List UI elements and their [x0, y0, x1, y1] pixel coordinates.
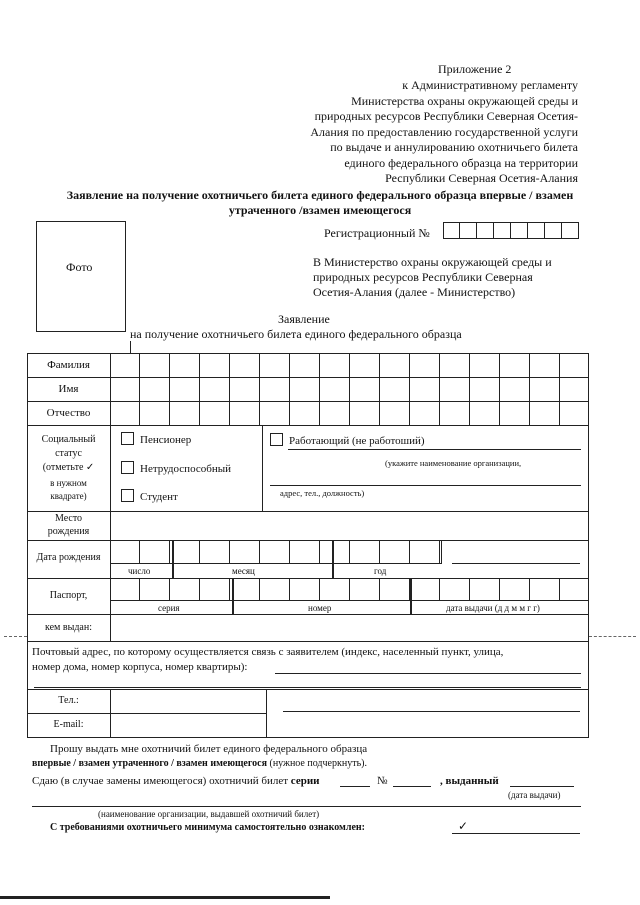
ministry-line: природных ресурсов Республики Северная: [313, 270, 533, 284]
issue-date-hint: (дата выдачи): [508, 790, 561, 800]
birthplace-input[interactable]: [111, 512, 588, 539]
surname-cells[interactable]: [110, 353, 589, 425]
year-label: год: [374, 566, 387, 576]
issued-by-label: кем выдан:: [45, 622, 92, 633]
org-issuer-hint: (наименование организации, выдавшей охотничий билет): [98, 809, 320, 819]
statement-title: Заявление: [278, 312, 330, 326]
pensioner-label: Пенсионер: [140, 434, 192, 446]
request-line1: Прошу выдать мне охотничий билет единого федерального образца: [50, 743, 368, 755]
appendix-line: Республики Северная Осетия-Алания: [385, 171, 578, 185]
appendix-line: природных ресурсов Республики Северная Осетия-: [314, 109, 578, 123]
acknowledge-text: С требованиями охотничьего минимума самостоятельно ознакомлен:: [50, 822, 365, 833]
ministry-line: Осетия-Алания (далее - Министерство): [313, 285, 516, 299]
student-label: Студент: [140, 491, 178, 503]
passport-cells[interactable]: [110, 578, 589, 601]
request-line2: [32, 758, 367, 769]
patronymic-label: Отчество: [46, 407, 91, 419]
social-status-label-3: (отметьте ✓: [42, 462, 95, 473]
postal-address-line2: номер дома, номер корпуса, номер квартиры):: [32, 661, 248, 673]
email-input[interactable]: [111, 714, 265, 737]
social-status-label-5: квадрате): [50, 491, 87, 501]
statement-subtitle: на получение охотничьего билета единого федерального образца: [130, 327, 462, 341]
disabled-checkbox[interactable]: [121, 461, 134, 474]
passport-label: Паспорт,: [49, 590, 88, 601]
appendix-line: единого федерального образца на территории: [344, 155, 578, 170]
issue-date-label: дата выдачи (д д м м г г): [446, 603, 540, 613]
phone-label: Тел.:: [58, 695, 79, 706]
social-status-label-2: статус: [55, 448, 82, 459]
number-label: номер: [308, 603, 332, 613]
email-label: E-mail:: [53, 719, 84, 730]
day-label: число: [128, 566, 151, 576]
pensioner-checkbox[interactable]: [121, 432, 134, 445]
surname-label: Фамилия: [47, 359, 90, 371]
address-hint: адрес, тел., должность): [280, 488, 365, 498]
form-heading-line2: утраченного /взамен имеющегося: [228, 203, 412, 217]
social-status-label-1: Социальный: [41, 434, 96, 445]
student-checkbox[interactable]: [121, 489, 134, 502]
series-label: серия: [158, 603, 180, 613]
appendix-line: по выдаче и аннулированию охотничьего билета: [330, 140, 578, 154]
birthplace-label-1: Место: [54, 513, 83, 524]
ministry-line: В Министерство охраны окружающей среды и: [313, 255, 552, 269]
birthdate-label: Дата рождения: [36, 552, 101, 563]
birthplace-label-2: рождения: [47, 526, 90, 537]
photo-box: [36, 221, 126, 332]
request-options-hint: (нужное подчеркнуть).: [269, 758, 367, 769]
registration-number-cells[interactable]: [443, 222, 579, 239]
issued-word: , выданный: [440, 775, 499, 787]
appendix-line: Алания по предоставлению государственной услуги: [310, 124, 578, 139]
working-label: Работающий (не работоший): [289, 435, 425, 447]
postal-address-line1: Почтовый адрес, по которому осуществляется связь с заявителем (индекс, населенный пункт, улица,: [32, 646, 504, 658]
photo-label: Фото: [66, 260, 93, 274]
birthdate-cells[interactable]: [110, 540, 442, 564]
disabled-label: Нетрудоспособный: [140, 463, 231, 475]
request-options: впервые / взамен утраченного / взамен имеющегося: [32, 758, 267, 769]
month-label: месяц: [232, 566, 255, 576]
surrender-line: [32, 775, 320, 787]
org-hint: (укажите наименование организации,: [385, 458, 522, 468]
appendix-text: [270, 78, 578, 187]
acknowledge-check[interactable]: ✓: [458, 819, 469, 833]
registration-label: Регистрационный №: [324, 226, 430, 240]
phone-input[interactable]: [111, 690, 265, 712]
series-word: серии: [290, 775, 320, 787]
appendix-line: к Административному регламенту: [402, 78, 578, 92]
name-label: Имя: [58, 383, 79, 395]
number-sign: №: [377, 775, 388, 787]
surrender-text: Сдаю (в случае замены имеющегося) охотничий билет: [32, 775, 289, 787]
working-checkbox[interactable]: [270, 433, 283, 446]
social-status-label-4: в нужном: [50, 478, 87, 488]
issued-by-input[interactable]: [111, 615, 588, 640]
appendix-line: Министерства охраны окружающей среды и: [351, 93, 578, 108]
appendix-title: Приложение 2: [438, 62, 512, 76]
form-heading-line1: Заявление на получение охотничьего билета единого федерального образца впервые / взамен: [66, 188, 574, 202]
